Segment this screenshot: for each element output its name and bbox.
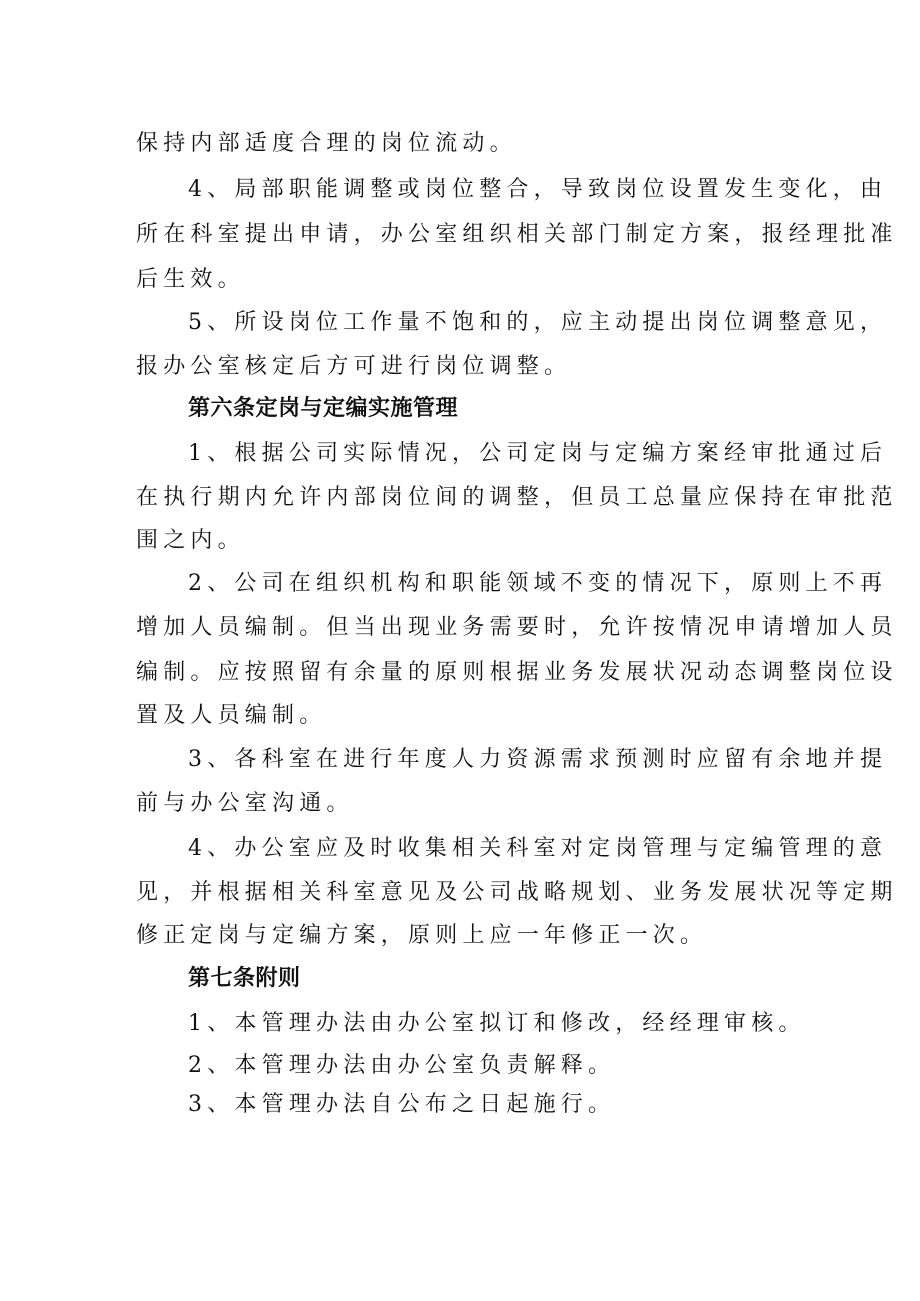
paragraph-line: 4、局部职能调整或岗位整合，导致岗位设置发生变化，由 — [188, 177, 888, 202]
paragraph-line: 见，并根据相关科室意见及公司战略规划、业务发展状况等定期 — [136, 880, 898, 905]
paragraph-line: 置及人员编制。 — [136, 703, 327, 728]
paragraph-line: 在执行期内允许内部岗位间的调整，但员工总量应保持在审批范 — [136, 485, 898, 510]
paragraph-line: 3、各科室在进行年度人力资源需求预测时应留有余地并提 — [188, 747, 888, 772]
paragraph-line: 4、办公室应及时收集相关科室对定岗管理与定编管理的意 — [188, 836, 888, 861]
paragraph-line: 编制。应按照留有余量的原则根据业务发展状况动态调整岗位设 — [136, 660, 898, 685]
paragraph-line: 1、根据公司实际情况，公司定岗与定编方案经审批通过后 — [188, 441, 888, 466]
paragraph-line: 前与办公室沟通。 — [136, 791, 354, 816]
article-heading: 第六条定岗与定编实施管理 — [188, 396, 459, 421]
paragraph-line: 修正定岗与定编方案，原则上应一年修正一次。 — [136, 923, 708, 948]
paragraph-line: 围之内。 — [136, 528, 245, 553]
paragraph-line: 5、所设岗位工作量不饱和的，应主动提出岗位调整意见， — [188, 310, 888, 335]
paragraph-line: 1、本管理办法由办公室拟订和修改，经经理审核。 — [188, 1011, 806, 1036]
paragraph-line: 3、本管理办法自公布之日起施行。 — [188, 1092, 616, 1117]
paragraph-line: 保持内部适度合理的岗位流动。 — [136, 131, 517, 156]
paragraph-line: 2、公司在组织机构和职能领域不变的情况下，原则上不再 — [188, 571, 888, 596]
paragraph-line: 增加人员编制。但当出现业务需要时，允许按情况申请增加人员 — [136, 615, 898, 640]
article-heading: 第七条附则 — [188, 966, 301, 991]
paragraph-line: 2、本管理办法由办公室负责解释。 — [188, 1053, 616, 1078]
paragraph-line: 后生效。 — [136, 267, 245, 292]
paragraph-line: 报办公室核定后方可进行岗位调整。 — [136, 354, 572, 379]
paragraph-line: 所在科室提出申请，办公室组织相关部门制定方案，报经理批准 — [136, 222, 898, 247]
